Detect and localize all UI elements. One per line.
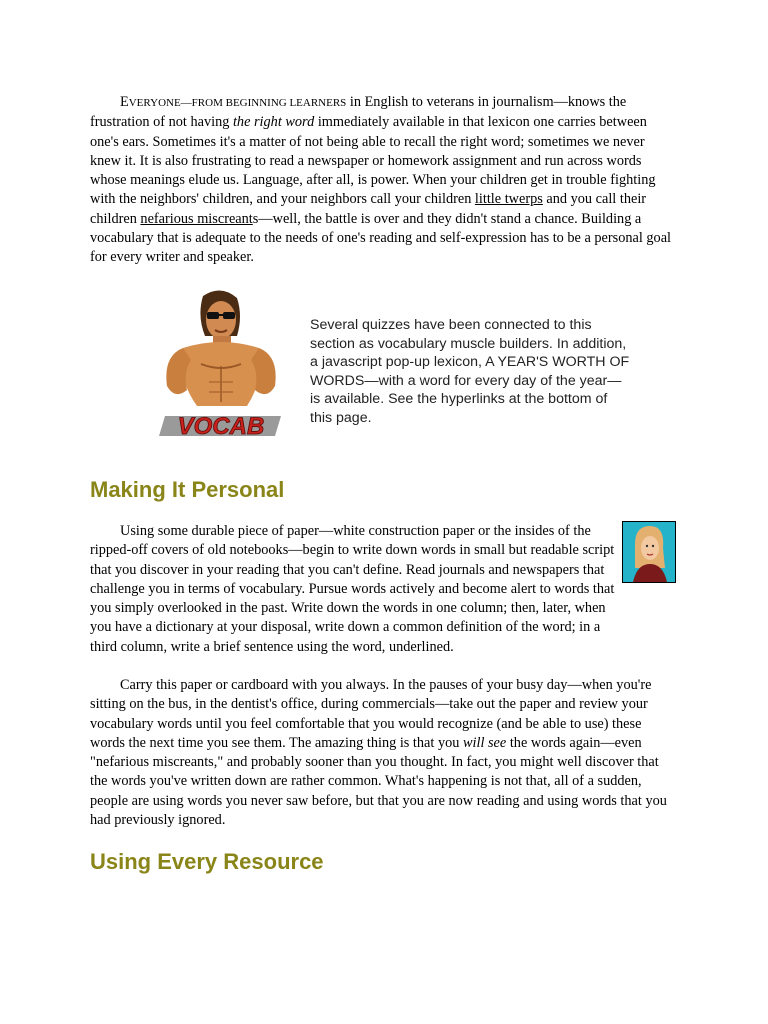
portrait-illustration	[623, 522, 675, 582]
vocab-bodybuilder-image	[155, 286, 285, 450]
intro-text: s—well, the battle is over and they didn't stand a chance. Building a vocabulary that is adequate to the needs of one's reading and self-expression has to be a personal goal for every writer and speaker.	[90, 210, 672, 266]
lead-initial: E	[120, 94, 129, 110]
intro-text: and you call their children	[90, 191, 647, 227]
underlined-nefarious-miscreant: nefarious miscreant	[140, 210, 253, 227]
heading-making-it-personal: Making It Personal	[90, 477, 285, 502]
sidebar-note: Several quizzes have been connected to this section as vocabulary muscle builders. In addition, a javascript pop-up lexicon, A YEAR'S WORTH OF WORDS—with a word for every day of the year—is available. See the hyperlinks at the bottom of this page.	[310, 317, 630, 426]
emphasis-right-word: the right word	[232, 114, 315, 131]
paragraph-text: Using some durable piece of paper—white construction paper or the insides of the ripped-off covers of old notebooks—begin to write down words in small but readable script that you discover in your reading that you can't define. Read journals and newspapers that challenge you in terms of vocabulary. Pursue words actively and become alert to words that you simply overlooked in the past. Write down the words in one column; then, later, when you have a dictionary at your disposal, write down a common definition of the word; in a third column, write a brief sentence using the word, underlined.	[90, 523, 615, 655]
underlined-little-twerps: little twerps	[474, 191, 543, 208]
vocab-label: VOCAB	[177, 413, 265, 440]
bodybuilder-illustration	[155, 286, 285, 450]
paragraph-text: the words again—even "nefarious miscreants," and probably sooner than you thought. In fact, you might well discover that the words you've written down are rather common. What's happening is not that, all of a sudden, people are using words you never saw before, but that you are now reading and using words that you had previously ignored.	[90, 734, 667, 829]
lead-smallcaps: VERYONE—FROM BEGINNING LEARNERS	[128, 97, 347, 109]
paragraph-text: Carry this paper or cardboard with you always. In the pauses of your busy day—when you're sitting on the bus, in the dentist's office, during commercials—take out the paper and review your vocabulary words until you feel comfortable that you would recognize (and be able to use) these words the next time you see them. The amazing thing is that you	[90, 677, 652, 751]
intro-text: in English to veterans in journalism—knows the frustration of not having	[90, 94, 627, 131]
section1-paragraph-1	[90, 522, 620, 657]
heading-using-every-resource: Using Every Resource	[90, 849, 324, 874]
section1-paragraph-2	[90, 676, 676, 830]
intro-paragraph	[90, 93, 676, 268]
emphasis-will-see: will see	[462, 734, 507, 751]
intro-text: immediately available in that lexicon one carries between one's ears. Sometimes it's a matter of not being able to recall the right word; sometimes we never knew it. It is also frustrating to read a newspaper or homework assignment and run across words whose meanings elude us. Language, after all, is power. When your children get in trouble fighting with the neighbors' children, and your neighbors call your children	[90, 114, 656, 208]
portrait-image	[622, 521, 676, 583]
